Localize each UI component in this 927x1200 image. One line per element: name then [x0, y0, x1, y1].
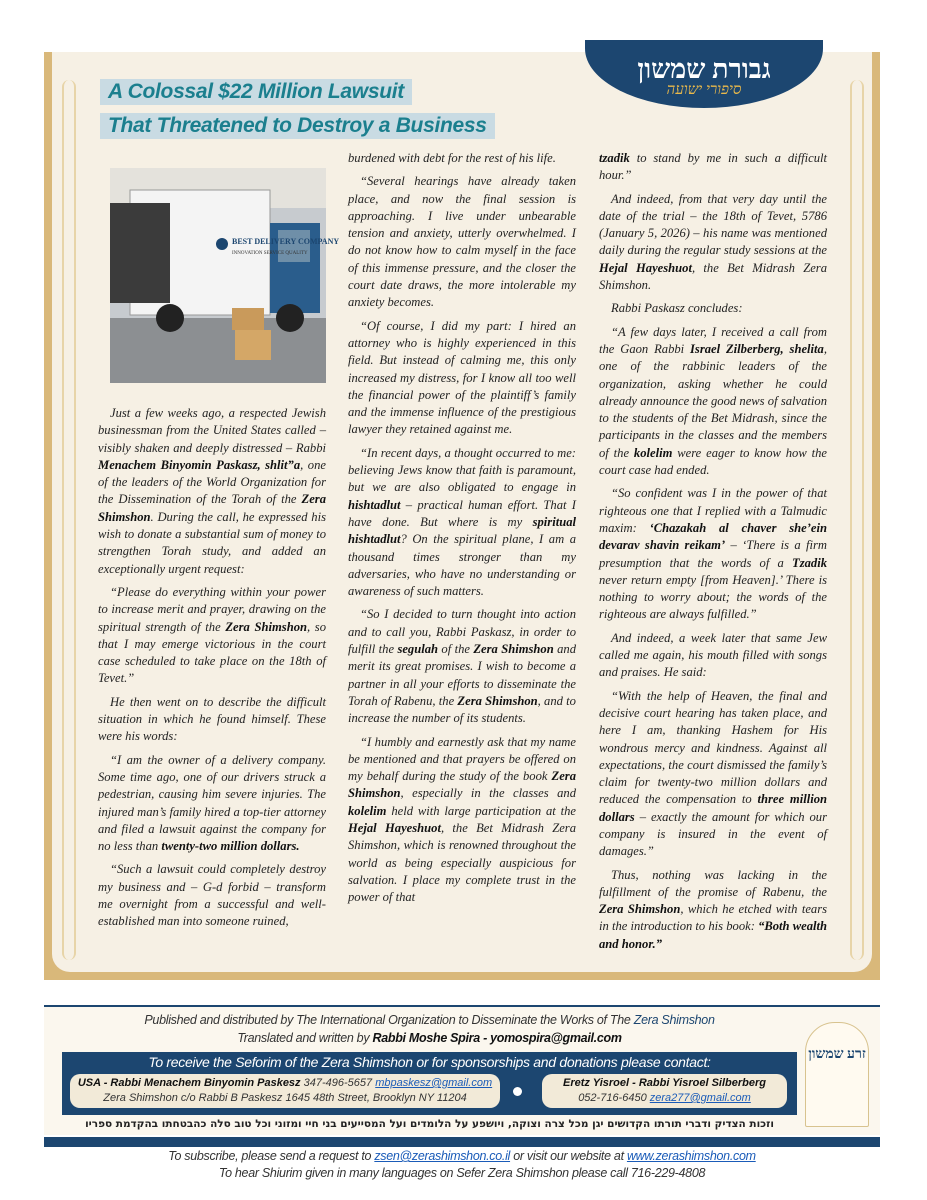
usa-phone: 347-496-5657: [303, 1077, 373, 1089]
body-text: “Several hearings have already taken place, and now the final session is approaching. I live under unbearable tension and anxiety, utterly overwhelmed. I do not know how to calm myself in the face of this immense pressure, and the closer the court date draws, the more intolerable my anxiety becomes.: [348, 174, 576, 310]
contact-heading: To receive the Seforim of the Zera Shimshon or for sponsorships and donations please contact:: [148, 1054, 711, 1070]
body-text: “A few days later, I received a call from the Gaon Rabbi: [599, 324, 827, 356]
usa-contact: [70, 1074, 500, 1108]
emphasis-text: Zera Shimshon: [473, 642, 554, 657]
article-paragraph: [599, 485, 827, 623]
body-text: “Such a lawsuit could completely destroy my business and – G-d forbid – transform me overnight from a successful and well-established man into someone ruined,: [98, 862, 326, 929]
usa-address: Zera Shimshon c/o Rabbi B Paskesz 1645 48th Street, Brooklyn NY 11204: [103, 1092, 467, 1104]
contact-box: [62, 1052, 797, 1115]
body-text: , which he etched with tears in the introduction to his book:: [599, 902, 828, 934]
published-text: Published and distributed by The International Organization to Disseminate the Works of The: [144, 1013, 631, 1027]
emphasis-text: Menachem Binyomin Paskasz, shlit”a: [98, 457, 301, 472]
emphasis-text: tzadik: [599, 151, 630, 165]
published-line: [62, 1013, 797, 1027]
usa-email-link[interactable]: mbpaskesz@gmail.com: [375, 1077, 493, 1089]
emphasis-text: three million dollars: [599, 792, 827, 824]
article-paragraph: [348, 173, 576, 311]
body-text: Rabbi Paskasz concludes:: [611, 301, 743, 316]
article-paragraph: [348, 606, 576, 727]
article-paragraph: [348, 445, 576, 601]
emphasis-text: Zera Shimshon: [457, 693, 538, 708]
emphasis-text: Israel Zilberberg, shelita: [690, 341, 824, 356]
body-text: “I humbly and earnestly ask that my name be mentioned and that prayers be offered on my behalf during the study of the book: [348, 734, 576, 784]
article-paragraph: [98, 584, 326, 688]
body-text: “Please do everything within your power to increase merit and prayer, drawing on the spiritual strength of the: [98, 584, 326, 634]
body-text: And indeed, from that very day until the date of the trial – the 18th of Tevet, 5786 (January 5, 2026) – his name was mentioned daily during the regular study sessions at the: [599, 191, 827, 258]
article-title-line2: That Threatened to Destroy a Business: [100, 113, 495, 139]
body-text: – practical human effort. That I have done. But where is my: [348, 497, 576, 529]
article-column-3: [599, 150, 827, 959]
article-paragraph: [348, 150, 576, 167]
body-text: of the: [438, 642, 474, 657]
website-text: or visit our website at: [513, 1149, 624, 1163]
emphasis-text: spiritual hishtadlut: [348, 514, 576, 547]
body-text: , especially in the classes and: [400, 786, 576, 801]
zera-shimshon-logo: זרע שמשון: [805, 1022, 869, 1127]
body-text: “With the help of Heaven, the final and decisive court hearing has taken place, and here I am, thanking Hashem for His wondrous mercy and kindness. Against all expectations, the court dismissed the family’s claim for twenty-two million dollars and reduced the compensation to: [599, 688, 827, 807]
emphasis-text: kolelim: [348, 803, 387, 818]
israel-phone: 052-716-6450: [578, 1092, 647, 1104]
article-column-2: [348, 150, 576, 912]
subscribe-email-link[interactable]: zsen@zerashimshon.co.il: [374, 1149, 511, 1163]
truck-brand: BEST DELIVERY COMPANY: [232, 237, 340, 246]
body-text: burdened with debt for the rest of his life.: [348, 151, 556, 165]
shiurim-line: To hear Shiurim given in many languages on Sefer Zera Shimshon please call 716-229-4808: [218, 1166, 706, 1180]
israel-contact-name: Eretz Yisroel - Rabbi Yisroel Silberberg: [563, 1077, 766, 1089]
article-paragraph: [599, 688, 827, 861]
body-text: , and to increase the number of its students.: [348, 693, 576, 726]
emphasis-text: Hejal Hayeshuot: [599, 260, 692, 275]
body-text: , so that I may emerge victorious in the court case scheduled to take place on the 18th of Tevet.”: [98, 619, 327, 686]
body-text: , one of the rabbinic leaders of the organization, asking whether he could already announce the good news of salvation to the students of the Bet Midrash, since the participants in the classes and the members of the: [599, 341, 827, 460]
emphasis-text: twenty-two million dollars.: [161, 839, 300, 854]
body-text: And indeed, a week later that same Jew called me again, his mouth filled with songs and praises. He said:: [599, 630, 827, 680]
article-paragraph: [599, 867, 827, 953]
body-text: Thus, nothing was lacking in the fulfillment of the promise of Rabenu, the: [599, 867, 827, 899]
body-text: “I am the owner of a delivery company. Some time ago, one of our drivers struck a pedestrian, causing him severe injuries. The injured man’s family hired a top-tier attorney and filed a lawsuit against the company for no less than: [98, 752, 326, 854]
website-link[interactable]: www.zerashimshon.com: [626, 1149, 756, 1163]
article-paragraph: [599, 150, 827, 185]
body-text: , the Bet Midrash Zera Shimshon.: [599, 260, 827, 293]
article-paragraph: [599, 191, 827, 295]
usa-contact-name: USA - Rabbi Menachem Binyomin Paskesz: [77, 1077, 301, 1089]
body-text: to stand by me in such a difficult hour.”: [599, 151, 827, 183]
body-text: . During the call, he expressed his wish to donate a substantial sum of money to strengthen Torah study, and added an exceptionally urgent request:: [98, 509, 326, 576]
delivery-truck-photo: [110, 168, 340, 383]
body-text: , the Bet Midrash Zera Shimshon, which is renowned throughout the world as being especially auspicious for salvation. I place my complete trust in the power of that: [348, 820, 576, 905]
footer-bar: [44, 1137, 880, 1147]
body-text: – exactly the amount for which our company is insured in the event of damages.”: [599, 809, 827, 859]
article-paragraph: [98, 694, 326, 746]
body-text: Just a few weeks ago, a respected Jewish businessman from the United States called – visibly shaken and deeply distressed – Rabbi: [98, 406, 326, 455]
israel-email-link[interactable]: zera277@gmail.com: [649, 1092, 751, 1104]
article-title-line1: A Colossal $22 Million Lawsuit: [100, 79, 412, 105]
series-banner: [585, 40, 823, 108]
translated-label: Translated and written by: [237, 1031, 370, 1045]
right-ornament: [850, 80, 864, 960]
article-paragraph: [98, 405, 326, 578]
article-paragraph: [599, 630, 827, 682]
hebrew-blessing: וזכות הצדיק ודברי תורתו הקדושים יגן מכל צרה וצוקה, ויושפע על הלומדים ועל המסייעים בני חיי ומזוני וכל טוב סלה כהבטחתו בהקדמת ספריו: [85, 1118, 774, 1130]
translator-line: [62, 1031, 797, 1045]
emphasis-text: “Both wealth and honor.”: [599, 919, 827, 951]
article-column-1: [98, 405, 326, 937]
body-text: – ‘There is a firm presumption that the words of a: [599, 538, 827, 570]
israel-contact: [542, 1074, 787, 1108]
article-paragraph: [98, 861, 326, 930]
emphasis-text: hishtadlut: [348, 497, 401, 512]
body-text: were eager to know how the court case had ended.: [599, 445, 827, 478]
series-title: גבורת שמשון: [637, 54, 771, 84]
body-text: “Of course, I did my part: I hired an attorney who is highly experienced in this field. But instead of calming me, this only increased my distress, for I know all too well the financial power of the plaintiff’s family and the immense influence of the prestigious lawyer they retained against me.: [348, 318, 576, 437]
emphasis-text: kolelim: [633, 445, 673, 460]
emphasis-text: segulah: [397, 642, 439, 657]
emphasis-text: Zera Shimshon: [599, 902, 681, 917]
body-text: “So I decided to turn thought into action and to call you, Rabbi Paskasz, in order to fulfill the: [348, 607, 576, 657]
emphasis-text: Zera Shimshon: [348, 769, 576, 801]
subscribe-text: To subscribe, please send a request to: [168, 1149, 372, 1163]
article-paragraph: [599, 300, 827, 317]
body-text: never return empty [from Heaven].’ There is nothing to worry about; the words of the righteous are always fulfilled.”: [599, 572, 827, 622]
body-text: He then went on to describe the difficult situation in which he found himself. These were his words:: [98, 694, 326, 744]
body-text: held with large participation at the: [386, 803, 576, 818]
article-paragraph: [599, 324, 827, 480]
published-name: Zera Shimshon: [633, 1013, 715, 1027]
series-subtitle: סיפורי ישועה: [666, 82, 742, 98]
article-paragraph: [98, 752, 326, 856]
truck-tagline: INNOVATION SERVICE QUALITY: [232, 251, 308, 256]
body-text: “So confident was I in the power of that righteous one that I replied with a Talmudic maxim:: [599, 486, 827, 535]
emphasis-text: ‘Chazakah al chaver she’ein devarav shavin reikam’: [599, 520, 827, 553]
emphasis-text: Zera Shimshon: [225, 619, 307, 634]
emphasis-text: Zera Shimshon: [98, 492, 326, 524]
article-paragraph: [348, 734, 576, 907]
body-text: “In recent days, a thought occurred to me: believing Jews know that faith is paramount, but we are also obligated to engage in: [348, 445, 576, 495]
article-paragraph: [348, 318, 576, 439]
left-ornament: [62, 80, 76, 960]
subscribe-line: [44, 1149, 880, 1163]
divider-dot: [513, 1087, 522, 1096]
body-text: , one of the leaders of the World Organization for the Dissemination of the Torah of the: [98, 457, 326, 507]
emphasis-text: Tzadik: [792, 555, 827, 570]
translator-name: Rabbi Moshe Spira - yomospira@gmail.com: [372, 1031, 622, 1045]
body-text: ? On the spiritual plane, I am a thousand times stronger than my adversaries, who have no understanding or awareness of such matters.: [348, 532, 576, 599]
emphasis-text: Hejal Hayeshuot: [348, 820, 441, 835]
body-text: and merit its great promises. I wish to become a partner in all your efforts to disseminate the Torah of Rabenu, the: [348, 642, 576, 708]
